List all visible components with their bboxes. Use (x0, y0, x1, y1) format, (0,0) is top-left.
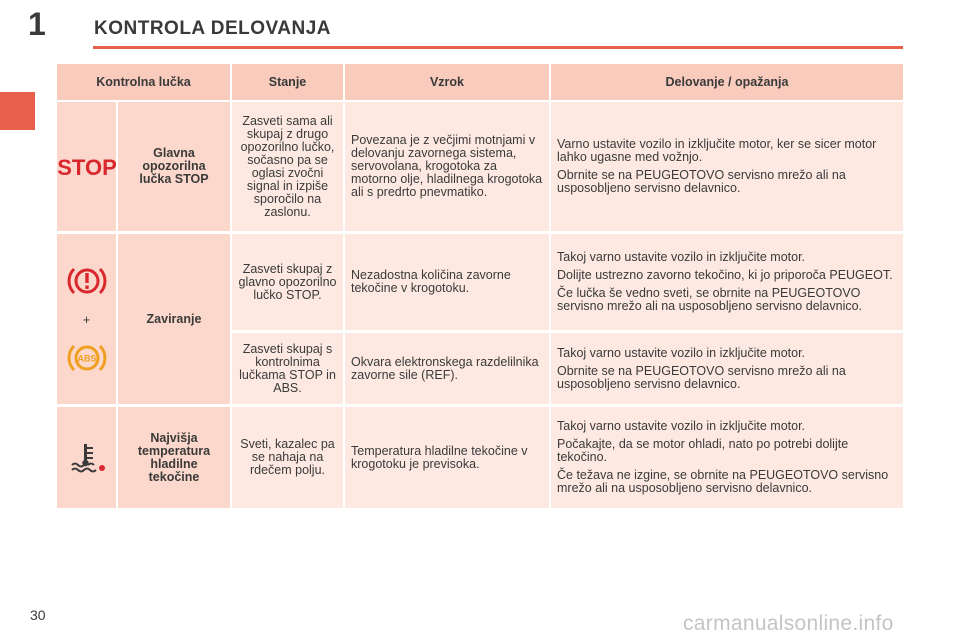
delovanje-text: Če lučka še vedno sveti, se obrnite na PEUGEOTOVO servisno mrežo ali na usposobljeno servisno delavnico. (557, 286, 863, 313)
row-delovanje-stop (551, 102, 903, 231)
row-stanje-stop: Zasveti sama ali skupaj z drugo opozorilno lučko, sočasno pa se oglasi zvočni signal in izpiše sporočilo na zaslonu. (232, 102, 343, 231)
row-delovanje-zaviranje-1 (551, 234, 903, 330)
delovanje-text: Varno ustavite vozilo in izključite motor, ker se sicer motor lahko ugasne med vožnjo. (557, 137, 877, 164)
col-header-stanje: Stanje (232, 64, 343, 100)
delovanje-text: Obrnite se na PEUGEOTOVO servisno mrežo ali na usposobljeno servisno delavnico. (557, 168, 846, 195)
brake-icon-cell (57, 234, 116, 404)
row-delovanje-zaviranje-2 (551, 333, 903, 404)
coolant-temperature-icon (67, 441, 107, 475)
col-header-delovanje: Delovanje / opažanja (551, 64, 903, 100)
row-name-stop: Glavna opozorilna lučka STOP (118, 102, 230, 231)
stop-warning-icon (56, 154, 117, 180)
coolant-icon-cell (57, 407, 116, 508)
plus-sign: + (82, 311, 91, 327)
delovanje-text: Obrnite se na PEUGEOTOVO servisno mrežo ali na usposobljeno servisno delavnico. (557, 363, 846, 391)
delovanje-text: Dolijte ustrezno zavorno tekočino, ki jo priporoča PEUGEOT. (557, 268, 893, 282)
delovanje-text: Takoj varno ustavite vozilo in izključite motor. (557, 419, 806, 433)
col-header-vzrok: Vzrok (345, 64, 549, 100)
delovanje-text: Takoj varno ustavite vozilo in izključite motor. (557, 345, 806, 360)
watermark: carmanualsonline.info (683, 612, 894, 635)
abs-icon (66, 340, 108, 376)
row-delovanje-temperatura (551, 407, 903, 508)
row-stanje-temperatura: Sveti, kazalec pa se nahaja na rdečem polju. (232, 407, 343, 508)
row-vzrok-zaviranje-1: Nezadostna količina zavorne tekočine v krogotoku. (345, 234, 549, 330)
col-header-lucka: Kontrolna lučka (57, 64, 230, 100)
delovanje-text: Počakajte, da se motor ohladi, nato po potrebi dolijte tekočino. (557, 437, 849, 464)
page-title: KONTROLA DELOVANJA (94, 18, 331, 39)
page-number: 30 (30, 607, 46, 623)
abs-icon-text: ABS (76, 353, 97, 363)
row-stanje-zaviranje-2: Zasveti skupaj s kontrolnima lučkama STOP in ABS. (232, 333, 343, 404)
chapter-tab (0, 92, 35, 130)
row-vzrok-zaviranje-2: Okvara elektronskega razdelilnika zavorne sile (REF). (345, 333, 549, 404)
stop-icon-cell (57, 102, 116, 231)
row-vzrok-temperatura: Temperatura hladilne tekočine v krogotoku je previsoka. (345, 407, 549, 508)
brake-warning-icon (66, 263, 108, 299)
chapter-number: 1 (28, 6, 46, 42)
stop-icon-text: STOP (56, 154, 117, 180)
row-stanje-zaviranje-1: Zasveti skupaj z glavno opozorilno lučko STOP. (232, 234, 343, 330)
delovanje-text: Takoj varno ustavite vozilo in izključite motor. (557, 250, 806, 264)
row-name-temperatura: Najvišja temperatura hladilne tekočine (118, 407, 230, 508)
row-vzrok-stop: Povezana je z večjimi motnjami v delovanju zavornega sistema, servovolana, krogotoka za motorno olje, hladilnega krogotoka ali s predrto pnevmatiko. (345, 102, 549, 231)
delovanje-text: Če težava ne izgine, se obrnite na PEUGEOTOVO servisno mrežo ali na usposobljeno servisno delavnico. (557, 468, 889, 495)
row-name-zaviranje: Zaviranje (118, 234, 230, 404)
title-rule (93, 46, 903, 49)
